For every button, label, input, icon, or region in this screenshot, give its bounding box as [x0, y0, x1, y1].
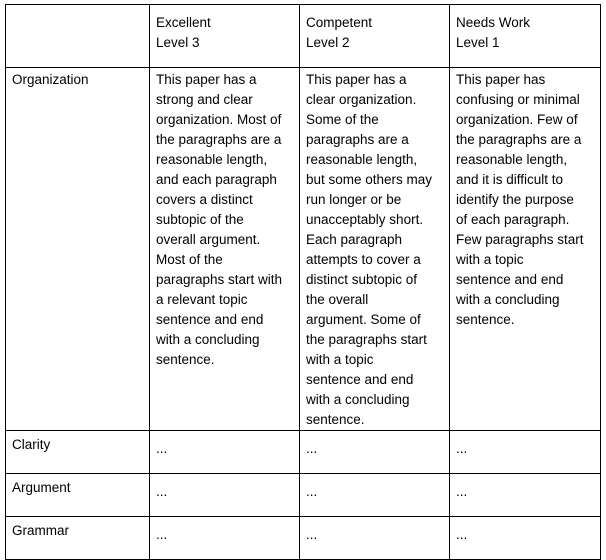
- cell-argument-needs-work: ...: [450, 474, 601, 517]
- column-level: Level 2: [306, 35, 350, 50]
- cell-line: confusing or minimal: [456, 92, 580, 107]
- cell-line: This paper has: [456, 72, 546, 87]
- rubric-table: [5, 4, 601, 560]
- cell-line: the overall: [306, 292, 369, 307]
- cell-line: with a concluding: [456, 292, 560, 307]
- cell-line: of each paragraph.: [456, 212, 570, 227]
- column-level: Level 3: [156, 35, 200, 50]
- cell-line: organization. Most of: [156, 112, 282, 127]
- cell-line: paragraphs are a: [306, 132, 409, 147]
- cell-organization-competent: [300, 68, 450, 431]
- cell-grammar-needs-work: ...: [450, 517, 601, 560]
- cell-line: reasonable length,: [306, 152, 418, 167]
- column-level: Level 1: [456, 35, 500, 50]
- cell-argument-excellent: ...: [150, 474, 300, 517]
- cell-line: strong and clear: [156, 92, 253, 107]
- cell-grammar-excellent: ...: [150, 517, 300, 560]
- cell-line: clear organization.: [306, 92, 417, 107]
- cell-line: distinct subtopic of: [306, 272, 418, 287]
- header-row: [6, 5, 601, 68]
- cell-line: unacceptably short.: [306, 212, 424, 227]
- row-grammar: [6, 517, 601, 560]
- criterion-grammar: Grammar: [6, 517, 150, 560]
- cell-line: run longer or be: [306, 192, 402, 207]
- cell-line: sentence and end: [156, 312, 264, 327]
- row-argument: [6, 474, 601, 517]
- cell-line: with a concluding: [306, 392, 410, 407]
- cell-line: Each paragraph: [306, 232, 403, 247]
- cell-line: identify the purpose: [456, 192, 574, 207]
- cell-line: attempts to cover a: [306, 252, 421, 267]
- cell-organization-needs-work: [450, 68, 601, 431]
- cell-grammar-competent: ...: [300, 517, 450, 560]
- cell-line: paragraphs start with: [156, 272, 283, 287]
- row-clarity: [6, 431, 601, 474]
- cell-organization-excellent: [150, 68, 300, 431]
- cell-line: reasonable length,: [456, 152, 568, 167]
- cell-line: argument. Some of: [306, 312, 421, 327]
- column-name: Excellent: [156, 15, 211, 30]
- column-name: Competent: [306, 15, 373, 30]
- cell-line: This paper has a: [156, 72, 257, 87]
- cell-line: sentence and end: [306, 372, 414, 387]
- cell-line: but some others may: [306, 172, 433, 187]
- cell-line: the paragraphs start: [306, 332, 427, 347]
- cell-line: subtopic of the: [156, 212, 244, 227]
- cell-line: overall argument.: [156, 232, 261, 247]
- cell-line: a relevant topic: [156, 292, 248, 307]
- column-header-excellent: [150, 5, 300, 68]
- column-name: Needs Work: [456, 15, 531, 30]
- criterion-clarity: Clarity: [6, 431, 150, 474]
- cell-line: with a topic: [306, 352, 374, 367]
- cell-line: with a topic: [456, 252, 524, 267]
- cell-line: Few paragraphs start: [456, 232, 584, 247]
- cell-line: Most of the: [156, 252, 223, 267]
- column-header-competent: [300, 5, 450, 68]
- cell-line: reasonable length,: [156, 152, 268, 167]
- column-header-needs-work: [450, 5, 601, 68]
- cell-clarity-competent: ...: [300, 431, 450, 474]
- corner-cell: [6, 5, 150, 68]
- cell-line: covers a distinct: [156, 192, 253, 207]
- cell-line: the paragraphs are a: [156, 132, 282, 147]
- cell-clarity-needs-work: ...: [450, 431, 601, 474]
- row-organization: [6, 68, 601, 431]
- cell-line: This paper has a: [306, 72, 407, 87]
- cell-line: Some of the: [306, 112, 379, 127]
- cell-line: and each paragraph: [156, 172, 277, 187]
- cell-line: sentence.: [456, 312, 515, 327]
- criterion-organization: Organization: [6, 68, 150, 431]
- cell-line: and it is difficult to: [456, 172, 564, 187]
- cell-line: organization. Few of: [456, 112, 578, 127]
- cell-line: the paragraphs are a: [456, 132, 582, 147]
- cell-argument-competent: ...: [300, 474, 450, 517]
- cell-line: with a concluding: [156, 332, 260, 347]
- criterion-argument: Argument: [6, 474, 150, 517]
- cell-clarity-excellent: ...: [150, 431, 300, 474]
- cell-line: sentence.: [156, 352, 215, 367]
- cell-line: sentence and end: [456, 272, 564, 287]
- cell-line: sentence.: [306, 412, 365, 427]
